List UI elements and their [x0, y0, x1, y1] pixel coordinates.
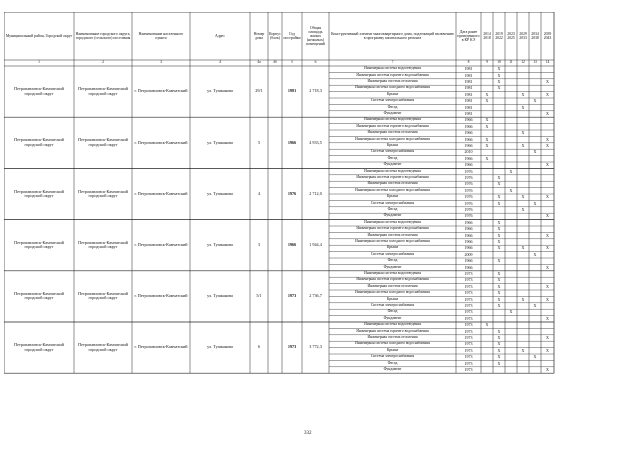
period-mark: X [485, 322, 489, 328]
period-mark: X [546, 111, 549, 116]
header-period-5: 2034 2038 [531, 32, 539, 40]
repair-year: 1966 [464, 264, 473, 270]
block-locality: г. Петропавловск-Камчатский [134, 139, 188, 145]
period-mark: X [521, 194, 525, 200]
repair-year: 1966 [464, 232, 473, 238]
period-mark: X [546, 162, 549, 168]
period-mark: X [497, 354, 501, 360]
block-locality: г. Петропавловск-Камчатский [134, 241, 188, 247]
period-mark: X [546, 245, 549, 251]
repair-year: 1973 [464, 347, 473, 353]
period-mark: X [497, 290, 501, 296]
column-index-9: 7 [391, 60, 394, 64]
repair-year: 1976 [464, 213, 473, 219]
block-house-number: 6 [257, 344, 261, 350]
period-mark: X [497, 66, 501, 72]
block-settlement: Петропавловск-Камчатский городской округ [78, 342, 128, 352]
column-index-1: 1 [38, 60, 40, 64]
element-name: Инженерная система отопления [367, 130, 418, 135]
element-name: Инженерная система отопления [367, 181, 418, 186]
header-period-6: 2039 2043 [543, 32, 552, 40]
repair-year: 1981 [464, 72, 473, 78]
repair-year: 1981 [464, 111, 473, 116]
repair-year: 1981 [464, 66, 473, 72]
block-house-number: 5 [257, 139, 261, 145]
element-name: Инженерная система водоотведения [364, 219, 421, 224]
element-name: Инженерная система горячего водоснабжения [356, 123, 429, 128]
repair-year: 1973 [464, 271, 473, 276]
block-locality: г. Петропавловск-Камчатский [134, 190, 188, 196]
period-mark: X [509, 168, 513, 174]
element-name: Инженерная система горячего водоснабжения [356, 328, 429, 333]
period-mark: X [546, 264, 549, 270]
period-mark: X [521, 347, 525, 353]
repair-year: 1981 [464, 85, 473, 91]
period-mark: X [533, 354, 537, 360]
column-index-6: 4б [273, 60, 277, 64]
element-name: Инженерная система холодного водоснабжения [355, 290, 430, 295]
element-name: Фасад [387, 155, 398, 160]
block-house-number: 3 [257, 241, 261, 247]
block-area: 1 944,4 [309, 241, 322, 247]
period-mark: X [521, 143, 525, 148]
period-mark: X [497, 79, 501, 84]
header-repair-date: Дата ранее проведенного в КР КЭ [457, 30, 480, 42]
element-name: Инженерная система водоотведения [364, 322, 421, 327]
period-mark: X [497, 258, 501, 264]
element-name: Фундамент [383, 315, 402, 320]
element-name: Инженерная система горячего водоснабжения [356, 175, 429, 179]
element-name: Инженерная система горячего водоснабжения [356, 277, 429, 282]
element-name: Фундамент [383, 213, 402, 218]
header-municipality: Муниципальный район, Городской округ [5, 34, 73, 38]
repair-year: 1976 [464, 200, 473, 206]
repair-year: 1976 [464, 194, 473, 200]
repair-year: 1973 [464, 303, 473, 308]
period-mark: X [546, 296, 549, 302]
period-mark: X [497, 245, 501, 251]
column-index-16: 14 [545, 60, 550, 64]
repair-year: 1966 [464, 117, 473, 123]
repair-year: 1973 [464, 309, 473, 315]
period-mark: X [485, 155, 489, 161]
element-name: Крыша [386, 194, 399, 199]
element-name: Фундамент [383, 162, 402, 167]
element-name: Крыша [386, 245, 399, 250]
column-index-5: 4а [257, 60, 261, 64]
period-mark: X [521, 245, 525, 251]
period-mark: X [546, 136, 549, 142]
block-year-built: 1966 [287, 139, 297, 145]
period-mark: X [546, 347, 549, 353]
period-mark: X [521, 130, 525, 136]
period-mark: X [497, 283, 501, 289]
repair-year: 1981 [464, 79, 473, 84]
repair-year: 1966 [464, 239, 473, 244]
element-name: Крыша [386, 347, 399, 352]
repair-year: 1973 [464, 367, 473, 372]
element-name: Фасад [387, 360, 398, 365]
column-index-13: 11 [509, 60, 513, 64]
period-mark: X [546, 213, 549, 219]
block-settlement: Петропавловск-Камчатский городской округ [78, 137, 128, 147]
column-index-15: 13 [533, 60, 537, 64]
period-mark: X [497, 219, 501, 225]
element-name: Инженерная система водоотведения [364, 168, 421, 173]
repair-year: 1973 [464, 290, 473, 296]
header-period-3: 2023 2025 [507, 32, 515, 40]
period-mark: X [509, 309, 513, 315]
header-period-4: 2029 2033 [519, 32, 527, 40]
column-index-7: 5 [291, 60, 293, 64]
repair-year: 1973 [464, 335, 473, 340]
element-name: Фасад [387, 207, 398, 211]
repair-year: 1966 [464, 245, 473, 251]
block-year-built: 1976 [287, 190, 297, 196]
repair-year: 1976 [464, 175, 473, 180]
period-mark: X [533, 149, 537, 155]
repair-year: 1973 [464, 328, 473, 334]
element-name: Инженерная система водоотведения [364, 117, 421, 122]
block-street: ул. Тушканова [207, 190, 233, 196]
repair-year: 1973 [464, 354, 473, 360]
period-mark: X [546, 315, 549, 321]
block-year-built: 1973 [287, 344, 297, 350]
block-area: 4 933,5 [309, 139, 322, 145]
period-mark: X [546, 283, 549, 289]
block-year-built: 1981 [287, 88, 297, 94]
element-name: Система электроснабжения [370, 98, 415, 103]
period-mark: X [546, 335, 549, 340]
element-name: Фасад [387, 309, 398, 314]
repair-year: 1966 [464, 258, 473, 264]
block-municipality: Петропавловск-Камчатский городской округ [14, 137, 64, 147]
period-mark: X [497, 328, 501, 334]
element-name: Инженерная система отопления [367, 283, 418, 288]
column-index-11: 9 [486, 60, 488, 64]
header-year-built: Год постройки [283, 32, 301, 40]
block-municipality: Петропавловск-Камчатский городской округ [14, 188, 64, 198]
block-house-number: 29/1 [255, 88, 263, 94]
repair-year: 1976 [464, 187, 473, 193]
block-street: ул. Тушканова [207, 88, 233, 94]
element-name: Инженерная система холодного водоснабжения [355, 341, 430, 346]
repair-year: 1966 [464, 123, 473, 129]
repair-year: 1981 [464, 104, 473, 110]
repair-year: 1976 [464, 168, 473, 174]
repair-year: 2010 [464, 149, 473, 155]
repair-year: 1973 [464, 315, 473, 321]
block-municipality: Петропавловск-Камчатский городской округ [14, 86, 64, 96]
block-locality: г. Петропавловск-Камчатский [134, 344, 188, 350]
column-index-4: 4 [219, 60, 221, 64]
period-mark: X [497, 341, 501, 347]
period-mark: X [521, 104, 525, 110]
column-index-10: 8 [467, 60, 470, 64]
repair-year: 1966 [464, 143, 473, 148]
block-area: 2 712,0 [309, 190, 322, 196]
repair-year: 1981 [464, 91, 473, 97]
repair-year: 1976 [464, 207, 473, 212]
period-mark: X [546, 91, 549, 97]
period-mark: X [497, 226, 501, 232]
repair-year: 1973 [464, 283, 473, 289]
element-name: Фундамент [383, 367, 402, 371]
block-municipality: Петропавловск-Камчатский городской округ [14, 290, 64, 301]
period-mark: X [497, 335, 501, 340]
period-mark: X [497, 175, 501, 180]
period-mark: X [485, 136, 489, 142]
period-mark: X [485, 98, 489, 104]
period-mark: X [485, 123, 489, 129]
element-name: Инженерная система холодного водоснабжения [355, 136, 430, 141]
element-name: Инженерная система холодного водоснабжения [355, 239, 430, 243]
element-name: Инженерная система горячего водоснабжения [356, 72, 429, 77]
period-mark: X [497, 271, 501, 276]
repair-year: 1973 [464, 296, 473, 302]
element-name: Крыша [386, 296, 399, 301]
element-name: Инженерная система горячего водоснабжения [356, 226, 429, 231]
column-index-12: 10 [497, 60, 501, 64]
block-settlement: Петропавловск-Камчатский городской округ [78, 239, 128, 250]
block-year-built: 1973 [287, 293, 297, 299]
repair-year: 1966 [464, 219, 473, 225]
block-street: ул. Тушканова [207, 139, 233, 145]
column-index-2: 2 [102, 60, 104, 64]
period-mark: X [521, 296, 525, 302]
repair-year: 1973 [464, 277, 473, 283]
page-number: 332 [304, 431, 312, 436]
period-mark: X [546, 232, 549, 238]
element-name: Инженерная система отопления [367, 335, 418, 339]
period-mark: X [546, 79, 549, 84]
period-mark: X [497, 181, 501, 187]
block-street: ул. Тушканова [207, 344, 233, 350]
period-mark: X [485, 143, 489, 148]
block-settlement: Петропавловск-Камчатский городской округ [78, 188, 128, 198]
header-building: Корпус (блок) [269, 32, 281, 40]
header-address: Адрес [214, 34, 226, 38]
header-period-2: 2019 2022 [495, 32, 503, 40]
period-mark: X [533, 98, 537, 104]
block-settlement: Петропавловск-Камчатский городской округ [78, 290, 128, 301]
period-mark: X [497, 194, 501, 200]
document-table [4, 12, 634, 388]
element-name: Инженерная система отопления [367, 232, 418, 237]
element-name: Фундамент [383, 264, 402, 269]
block-year-built: 1966 [287, 241, 297, 247]
period-mark: X [533, 251, 537, 257]
repair-year: 1981 [464, 98, 473, 104]
column-index-8: 6 [314, 60, 317, 64]
header-element: Конструктивный элемент многоквартирного дома, подлежащий включению в программу капитального ремонта [331, 32, 454, 40]
repair-year: 1973 [464, 341, 473, 347]
period-mark: X [485, 117, 489, 123]
element-name: Фасад [387, 104, 398, 109]
period-mark: X [497, 277, 501, 283]
block-area: 2 736,7 [309, 293, 322, 299]
period-mark: X [521, 91, 525, 97]
period-mark: X [533, 303, 537, 308]
repair-year: 1966 [464, 130, 473, 136]
period-mark: X [497, 347, 501, 353]
repair-year: 1973 [464, 360, 473, 366]
repair-year: 1966 [464, 136, 473, 142]
element-name: Система электроснабжения [370, 200, 415, 205]
period-mark: X [546, 194, 549, 200]
header-area: Общая площадь жилых (нежилых) помещений [306, 26, 325, 46]
repair-year: 1966 [464, 162, 473, 168]
block-municipality: Петропавловск-Камчатский городской округ [14, 239, 64, 250]
block-municipality: Петропавловск-Камчатский городской округ [14, 342, 64, 352]
column-index-3: 3 [160, 60, 162, 64]
period-mark: X [497, 360, 501, 366]
period-mark: X [497, 303, 501, 308]
element-name: Система электроснабжения [370, 251, 415, 256]
period-mark: X [546, 143, 549, 148]
repair-year: 1966 [464, 226, 473, 232]
period-mark: X [521, 207, 525, 212]
period-mark: X [497, 200, 501, 206]
period-mark: X [497, 239, 501, 244]
period-mark: X [533, 200, 537, 206]
element-name: Инженерная система отопления [367, 79, 418, 83]
repair-year: 1966 [464, 155, 473, 161]
element-name: Инженерная система водоотведения [364, 271, 421, 275]
header-settlement: Наименование городского округа, городского (сельского) поселения [75, 32, 131, 40]
element-name: Фундамент [383, 111, 402, 115]
element-name: Инженерная система водоотведения [364, 66, 421, 71]
element-name: Инженерная система холодного водоснабжения [355, 187, 430, 192]
element-name: Система электроснабжения [370, 149, 415, 154]
element-name: Фасад [387, 258, 398, 263]
block-street: ул. Тушканова [207, 293, 233, 299]
period-mark: X [485, 91, 489, 97]
block-locality: г. Петропавловск-Камчатский [134, 293, 188, 299]
header-house-number: Номер дома [253, 32, 265, 40]
block-house-number: 4 [257, 190, 261, 196]
period-mark: X [497, 85, 501, 91]
header-locality: Наименование населенного пункта [138, 32, 184, 40]
block-locality: г. Петропавловск-Камчатский [134, 88, 188, 94]
element-name: Система электроснабжения [370, 354, 415, 359]
block-settlement: Петропавловск-Камчатский городской округ [78, 86, 128, 96]
block-area: 3 772,3 [309, 344, 322, 350]
period-mark: X [546, 367, 549, 372]
block-street: ул. Тушканова [207, 241, 233, 247]
element-name: Система электроснабжения [370, 303, 415, 307]
period-mark: X [497, 72, 501, 78]
block-area: 2 718,3 [309, 88, 322, 94]
block-house-number: 5/1 [256, 293, 262, 299]
repair-year: 2009 [464, 251, 473, 257]
repair-year: 1976 [464, 181, 473, 187]
header-period-1: 2014 2018 [483, 32, 491, 40]
repair-year: 1973 [464, 322, 473, 328]
element-name: Инженерная система холодного водоснабжения [355, 85, 430, 90]
period-mark: X [509, 187, 513, 193]
element-name: Крыша [386, 143, 399, 147]
element-name: Крыша [386, 91, 399, 96]
period-mark: X [497, 232, 501, 238]
column-index-14: 12 [521, 60, 525, 64]
period-mark: X [497, 296, 501, 302]
